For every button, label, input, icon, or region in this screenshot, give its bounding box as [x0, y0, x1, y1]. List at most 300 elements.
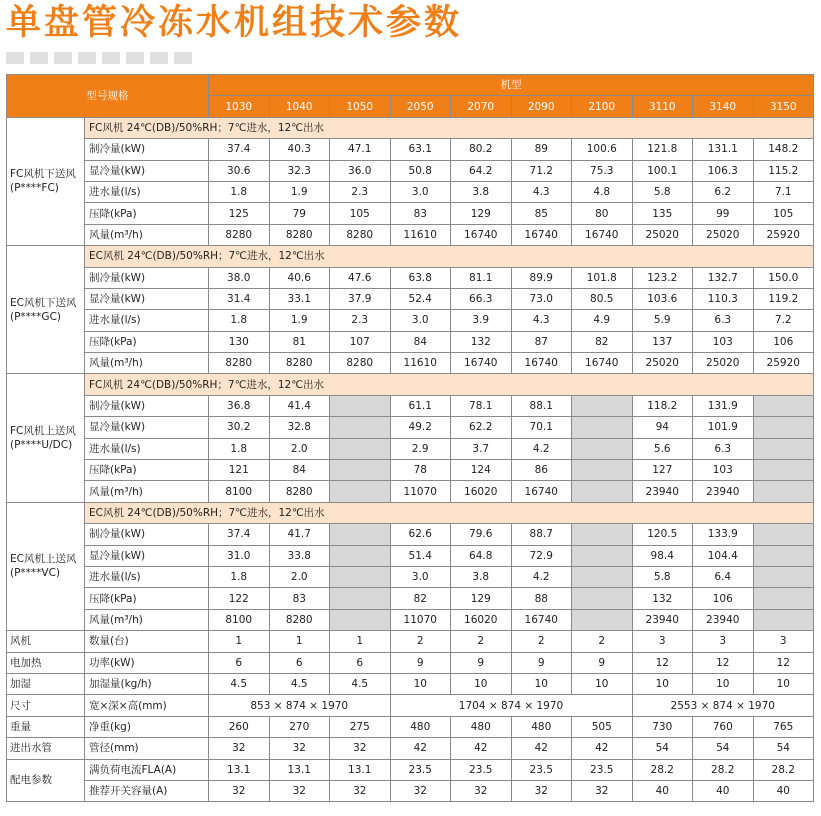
- unavailable-cell: [330, 417, 391, 438]
- value-cell: 28.2: [693, 759, 754, 780]
- spec-table: [6, 74, 814, 802]
- table-row: [7, 566, 814, 587]
- value-cell: 63.1: [390, 139, 451, 160]
- table-row: [7, 759, 814, 780]
- value-cell: 32: [269, 780, 330, 801]
- row-label: 管径(mm): [85, 738, 209, 759]
- value-cell: 101.8: [572, 267, 633, 288]
- value-cell: 125: [209, 203, 270, 224]
- value-cell: 33.1: [269, 288, 330, 309]
- value-cell: 40: [693, 780, 754, 801]
- value-cell: 25020: [693, 353, 754, 374]
- value-cell: 16740: [511, 353, 572, 374]
- value-cell: 1: [269, 631, 330, 652]
- value-cell: 42: [451, 738, 512, 759]
- table-row: [7, 631, 814, 652]
- value-cell: 25020: [693, 224, 754, 245]
- table-row: [7, 288, 814, 309]
- value-cell: 85: [511, 203, 572, 224]
- table-row: [7, 310, 814, 331]
- value-cell: 88.7: [511, 524, 572, 545]
- value-cell: 28.2: [753, 759, 814, 780]
- unavailable-cell: [330, 438, 391, 459]
- table-row: [7, 438, 814, 459]
- value-cell: 13.1: [209, 759, 270, 780]
- value-cell: 47.6: [330, 267, 391, 288]
- row-label: 加湿量(kg/h): [85, 673, 209, 694]
- value-cell: 3.0: [390, 310, 451, 331]
- value-cell: 32: [572, 780, 633, 801]
- value-cell: 2: [390, 631, 451, 652]
- value-cell: 150.0: [753, 267, 814, 288]
- value-cell: 16740: [451, 353, 512, 374]
- value-cell: 1.8: [209, 181, 270, 202]
- value-cell: 10: [451, 673, 512, 694]
- row-label: 风量(m³/h): [85, 609, 209, 630]
- value-cell: 41.7: [269, 524, 330, 545]
- unavailable-cell: [753, 460, 814, 481]
- value-cell: 122: [209, 588, 270, 609]
- value-cell: 23.5: [572, 759, 633, 780]
- unavailable-cell: [330, 545, 391, 566]
- value-cell: 8280: [269, 353, 330, 374]
- value-cell: 78: [390, 460, 451, 481]
- value-cell: 1.8: [209, 566, 270, 587]
- model-1050: 1050: [330, 96, 391, 117]
- value-cell: 8100: [209, 609, 270, 630]
- value-cell: 132: [632, 588, 693, 609]
- value-cell: 82: [390, 588, 451, 609]
- table-row: [7, 139, 814, 160]
- value-cell: 130: [209, 331, 270, 352]
- value-cell: 2.3: [330, 310, 391, 331]
- value-cell: 1: [330, 631, 391, 652]
- value-cell: 64.8: [451, 545, 512, 566]
- value-cell: 2.0: [269, 566, 330, 587]
- row-label: 显冷量(kW): [85, 417, 209, 438]
- value-cell: 84: [390, 331, 451, 352]
- value-cell: 16740: [511, 481, 572, 502]
- value-cell: 38.0: [209, 267, 270, 288]
- value-cell: 32: [269, 738, 330, 759]
- value-cell: 2.0: [269, 438, 330, 459]
- value-cell: 31.0: [209, 545, 270, 566]
- value-cell: 40.3: [269, 139, 330, 160]
- value-cell: 30.2: [209, 417, 270, 438]
- group-label: 电加热: [7, 652, 85, 673]
- table-row: [7, 417, 814, 438]
- value-cell: 123.2: [632, 267, 693, 288]
- value-cell: 2.3: [330, 181, 391, 202]
- model-3110: 3110: [632, 96, 693, 117]
- value-cell: 75.3: [572, 160, 633, 181]
- value-cell: 81.1: [451, 267, 512, 288]
- unavailable-cell: [753, 588, 814, 609]
- value-cell: 42: [572, 738, 633, 759]
- unavailable-cell: [330, 460, 391, 481]
- value-cell: 118.2: [632, 395, 693, 416]
- value-cell: 42: [511, 738, 572, 759]
- value-cell: 16740: [511, 609, 572, 630]
- value-cell: 25920: [753, 353, 814, 374]
- unavailable-cell: [330, 481, 391, 502]
- value-cell: 5.8: [632, 181, 693, 202]
- group-label: 重量: [7, 716, 85, 737]
- value-cell: 5.6: [632, 438, 693, 459]
- unavailable-cell: [572, 481, 633, 502]
- value-cell: 37.4: [209, 139, 270, 160]
- value-cell: 3: [693, 631, 754, 652]
- value-cell: 270: [269, 716, 330, 737]
- unavailable-cell: [753, 417, 814, 438]
- value-cell: 8280: [209, 224, 270, 245]
- value-cell: 16020: [451, 481, 512, 502]
- row-label: 显冷量(kW): [85, 288, 209, 309]
- value-cell: 132: [451, 331, 512, 352]
- value-cell: 124: [451, 460, 512, 481]
- table-row: [7, 331, 814, 352]
- table-row: [7, 203, 814, 224]
- table-row: [7, 588, 814, 609]
- value-cell: 28.2: [632, 759, 693, 780]
- condition-text: FC风机 24℃(DB)/50%RH；7℃进水，12℃出水: [85, 117, 814, 138]
- value-cell: 16740: [572, 224, 633, 245]
- value-cell: 50.8: [390, 160, 451, 181]
- table-row: [7, 353, 814, 374]
- value-cell: 5.8: [632, 566, 693, 587]
- table-row: [7, 738, 814, 759]
- value-cell: 32: [390, 780, 451, 801]
- value-cell: 40: [753, 780, 814, 801]
- value-cell: 79: [269, 203, 330, 224]
- group-label: EC风机上送风 (P****VC): [7, 502, 85, 630]
- value-cell: 32.3: [269, 160, 330, 181]
- value-cell: 23.5: [390, 759, 451, 780]
- value-cell: 6.4: [693, 566, 754, 587]
- value-cell: 480: [390, 716, 451, 737]
- value-cell: 5.9: [632, 310, 693, 331]
- value-cell: 132.7: [693, 267, 754, 288]
- value-cell: 131.9: [693, 395, 754, 416]
- value-cell: 62.2: [451, 417, 512, 438]
- table-row: [7, 673, 814, 694]
- value-cell: 106.3: [693, 160, 754, 181]
- group-label: FC风机上送风 (P****U/DC): [7, 374, 85, 502]
- value-cell: 11610: [390, 224, 451, 245]
- value-cell: 137: [632, 331, 693, 352]
- value-cell: 80: [572, 203, 633, 224]
- value-cell: 106: [753, 331, 814, 352]
- value-cell: 54: [753, 738, 814, 759]
- value-cell: 106: [693, 588, 754, 609]
- table-row: [7, 545, 814, 566]
- condition-text: EC风机 24℃(DB)/50%RH；7℃进水，12℃出水: [85, 502, 814, 523]
- value-cell: 3.9: [451, 310, 512, 331]
- value-cell: 107: [330, 331, 391, 352]
- value-cell: 79.6: [451, 524, 512, 545]
- row-label: 风量(m³/h): [85, 224, 209, 245]
- unavailable-cell: [572, 438, 633, 459]
- group-label: EC风机下送风 (P****GC): [7, 246, 85, 374]
- value-cell: 4.5: [330, 673, 391, 694]
- value-cell: 4.9: [572, 310, 633, 331]
- value-cell: 32: [209, 780, 270, 801]
- dimension-cell: 1704 × 874 × 1970: [390, 695, 632, 716]
- value-cell: 12: [753, 652, 814, 673]
- title-decoration: [6, 52, 192, 64]
- value-cell: 37.4: [209, 524, 270, 545]
- unavailable-cell: [330, 609, 391, 630]
- value-cell: 103: [693, 460, 754, 481]
- value-cell: 1.8: [209, 310, 270, 331]
- value-cell: 94: [632, 417, 693, 438]
- row-label: 压降(kPa): [85, 460, 209, 481]
- unavailable-cell: [572, 545, 633, 566]
- value-cell: 9: [390, 652, 451, 673]
- value-cell: 83: [269, 588, 330, 609]
- row-label: 进水量(l/s): [85, 181, 209, 202]
- value-cell: 32: [209, 738, 270, 759]
- condition-text: EC风机 24℃(DB)/50%RH；7℃进水，12℃出水: [85, 246, 814, 267]
- table-row: [7, 652, 814, 673]
- row-label: 进水量(l/s): [85, 566, 209, 587]
- value-cell: 9: [511, 652, 572, 673]
- value-cell: 6: [330, 652, 391, 673]
- model-3150: 3150: [753, 96, 814, 117]
- value-cell: 8280: [330, 353, 391, 374]
- group-label: 风机: [7, 631, 85, 652]
- value-cell: 10: [693, 673, 754, 694]
- value-cell: 4.2: [511, 438, 572, 459]
- value-cell: 6: [269, 652, 330, 673]
- value-cell: 32: [330, 780, 391, 801]
- row-label: 推荐开关容量(A): [85, 780, 209, 801]
- row-label: 压降(kPa): [85, 588, 209, 609]
- value-cell: 32: [451, 780, 512, 801]
- row-label: 满负荷电流FLA(A): [85, 759, 209, 780]
- unavailable-cell: [330, 588, 391, 609]
- value-cell: 10: [572, 673, 633, 694]
- value-cell: 32: [511, 780, 572, 801]
- value-cell: 25920: [753, 224, 814, 245]
- value-cell: 480: [451, 716, 512, 737]
- row-label: 制冷量(kW): [85, 395, 209, 416]
- row-label: 数量(台): [85, 631, 209, 652]
- value-cell: 8280: [269, 481, 330, 502]
- value-cell: 2: [451, 631, 512, 652]
- spec-header: 型号规格: [7, 75, 209, 118]
- value-cell: 3: [753, 631, 814, 652]
- value-cell: 32.8: [269, 417, 330, 438]
- value-cell: 2: [572, 631, 633, 652]
- value-cell: 4.5: [269, 673, 330, 694]
- value-cell: 47.1: [330, 139, 391, 160]
- value-cell: 25020: [632, 224, 693, 245]
- unavailable-cell: [572, 609, 633, 630]
- condition-row: [7, 374, 814, 395]
- value-cell: 12: [693, 652, 754, 673]
- value-cell: 730: [632, 716, 693, 737]
- value-cell: 52.4: [390, 288, 451, 309]
- value-cell: 10: [632, 673, 693, 694]
- value-cell: 1.8: [209, 438, 270, 459]
- unavailable-cell: [753, 609, 814, 630]
- row-label: 显冷量(kW): [85, 545, 209, 566]
- table-row: [7, 224, 814, 245]
- value-cell: 10: [753, 673, 814, 694]
- value-cell: 40: [632, 780, 693, 801]
- value-cell: 16020: [451, 609, 512, 630]
- page-title: 单盘管冷冻水机组技术参数: [6, 3, 463, 43]
- table-row: [7, 695, 814, 716]
- value-cell: 70.1: [511, 417, 572, 438]
- value-cell: 64.2: [451, 160, 512, 181]
- value-cell: 260: [209, 716, 270, 737]
- value-cell: 100.1: [632, 160, 693, 181]
- value-cell: 4.3: [511, 310, 572, 331]
- value-cell: 37.9: [330, 288, 391, 309]
- value-cell: 23.5: [451, 759, 512, 780]
- value-cell: 4.3: [511, 181, 572, 202]
- value-cell: 104.4: [693, 545, 754, 566]
- table-row: [7, 181, 814, 202]
- value-cell: 6.3: [693, 438, 754, 459]
- value-cell: 54: [693, 738, 754, 759]
- value-cell: 72.9: [511, 545, 572, 566]
- value-cell: 61.1: [390, 395, 451, 416]
- value-cell: 8280: [269, 609, 330, 630]
- value-cell: 3.8: [451, 566, 512, 587]
- condition-row: [7, 117, 814, 138]
- value-cell: 36.8: [209, 395, 270, 416]
- value-cell: 13.1: [330, 759, 391, 780]
- table-row: [7, 267, 814, 288]
- unavailable-cell: [330, 566, 391, 587]
- value-cell: 87: [511, 331, 572, 352]
- value-cell: 16740: [511, 224, 572, 245]
- value-cell: 84: [269, 460, 330, 481]
- model-2100: 2100: [572, 96, 633, 117]
- value-cell: 7.2: [753, 310, 814, 331]
- value-cell: 1: [209, 631, 270, 652]
- table-row: [7, 780, 814, 801]
- value-cell: 23940: [693, 609, 754, 630]
- value-cell: 760: [693, 716, 754, 737]
- unavailable-cell: [753, 395, 814, 416]
- value-cell: 105: [330, 203, 391, 224]
- row-label: 风量(m³/h): [85, 481, 209, 502]
- row-label: 压降(kPa): [85, 203, 209, 224]
- model-2070: 2070: [451, 96, 512, 117]
- group-label: 尺寸: [7, 695, 85, 716]
- value-cell: 3.0: [390, 566, 451, 587]
- model-header: 机型: [209, 75, 814, 96]
- value-cell: 8280: [330, 224, 391, 245]
- table-row: [7, 395, 814, 416]
- value-cell: 110.3: [693, 288, 754, 309]
- value-cell: 1.9: [269, 310, 330, 331]
- value-cell: 31.4: [209, 288, 270, 309]
- table-row: [7, 460, 814, 481]
- value-cell: 8280: [209, 353, 270, 374]
- row-label: 风量(m³/h): [85, 353, 209, 374]
- unavailable-cell: [572, 417, 633, 438]
- unavailable-cell: [753, 545, 814, 566]
- value-cell: 98.4: [632, 545, 693, 566]
- row-label: 制冷量(kW): [85, 524, 209, 545]
- value-cell: 8100: [209, 481, 270, 502]
- value-cell: 80.5: [572, 288, 633, 309]
- unavailable-cell: [330, 524, 391, 545]
- value-cell: 121: [209, 460, 270, 481]
- value-cell: 23940: [693, 481, 754, 502]
- value-cell: 3.7: [451, 438, 512, 459]
- value-cell: 1.9: [269, 181, 330, 202]
- unavailable-cell: [572, 395, 633, 416]
- value-cell: 32: [330, 738, 391, 759]
- row-label: 制冷量(kW): [85, 267, 209, 288]
- value-cell: 81: [269, 331, 330, 352]
- value-cell: 10: [390, 673, 451, 694]
- table-row: [7, 609, 814, 630]
- row-label: 功率(kW): [85, 652, 209, 673]
- value-cell: 105: [753, 203, 814, 224]
- row-label: 制冷量(kW): [85, 139, 209, 160]
- model-1030: 1030: [209, 96, 270, 117]
- value-cell: 6.2: [693, 181, 754, 202]
- value-cell: 11610: [390, 353, 451, 374]
- value-cell: 42: [390, 738, 451, 759]
- model-1040: 1040: [269, 96, 330, 117]
- value-cell: 2.9: [390, 438, 451, 459]
- value-cell: 86: [511, 460, 572, 481]
- row-label: 净重(kg): [85, 716, 209, 737]
- condition-row: [7, 502, 814, 523]
- value-cell: 6.3: [693, 310, 754, 331]
- dimension-cell: 2553 × 874 × 1970: [632, 695, 814, 716]
- value-cell: 115.2: [753, 160, 814, 181]
- value-cell: 16740: [572, 353, 633, 374]
- dimension-cell: 853 × 874 × 1970: [209, 695, 391, 716]
- value-cell: 103: [693, 331, 754, 352]
- value-cell: 16740: [451, 224, 512, 245]
- value-cell: 23940: [632, 481, 693, 502]
- value-cell: 8280: [269, 224, 330, 245]
- table-row: [7, 716, 814, 737]
- value-cell: 3.0: [390, 181, 451, 202]
- row-label: 显冷量(kW): [85, 160, 209, 181]
- unavailable-cell: [330, 395, 391, 416]
- value-cell: 36.0: [330, 160, 391, 181]
- value-cell: 78.1: [451, 395, 512, 416]
- group-label: 进出水管: [7, 738, 85, 759]
- model-2050: 2050: [390, 96, 451, 117]
- value-cell: 11070: [390, 481, 451, 502]
- value-cell: 2: [511, 631, 572, 652]
- value-cell: 89: [511, 139, 572, 160]
- value-cell: 3: [632, 631, 693, 652]
- value-cell: 30.6: [209, 160, 270, 181]
- value-cell: 71.2: [511, 160, 572, 181]
- value-cell: 103.6: [632, 288, 693, 309]
- value-cell: 4.2: [511, 566, 572, 587]
- table-row: [7, 481, 814, 502]
- value-cell: 88: [511, 588, 572, 609]
- value-cell: 3.8: [451, 181, 512, 202]
- row-label: 压降(kPa): [85, 331, 209, 352]
- unavailable-cell: [753, 524, 814, 545]
- group-label: 配电参数: [7, 759, 85, 802]
